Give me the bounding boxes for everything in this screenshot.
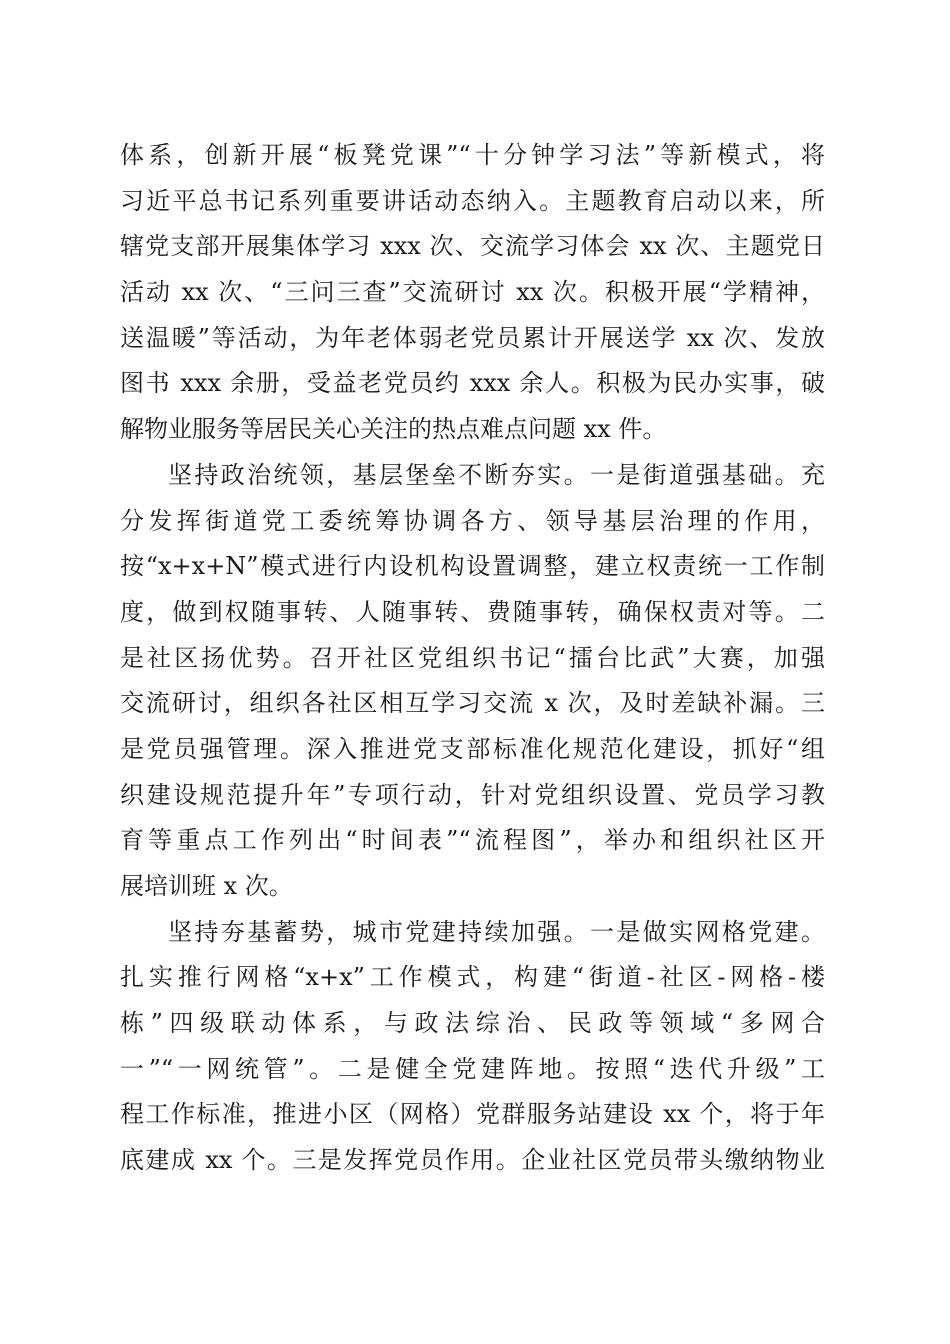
text-line: 解物业服务等居民关心关注的热点难点问题 xx 件。	[120, 415, 667, 444]
text-line: 辖党支部开展集体学习 xxx 次、交流学习体会 xx 次、主题党日	[120, 232, 825, 261]
text-line: 织建设规范提升年”专项行动，针对党组织设置、党员学习教	[120, 780, 825, 809]
text-line: 图书 xxx 余册，受益老党员约 xxx 余人。积极为民办实事，破	[120, 369, 825, 398]
text-line: 一”“一网统管”。二是健全党建阵地。按照“迭代升级”工	[120, 1054, 825, 1083]
text-line: 度，做到权随事转、人随事转、费随事转，确保权责对等。二	[120, 597, 825, 626]
text-line: 活动 xx 次、“三问三查”交流研讨 xx 次。积极开展“学精神，	[120, 278, 825, 307]
text-line: 坚持政治统领，基层堡垒不断夯实。一是街道强基础。充	[168, 460, 825, 489]
paragraph-2	[120, 453, 825, 910]
text-line: 坚持夯基蓄势，城市党建持续加强。一是做实网格党建。	[168, 917, 825, 946]
text-line: 分发挥街道党工委统筹协调各方、领导基层治理的作用，	[120, 506, 825, 535]
document-body	[120, 133, 825, 1184]
text-line: 底建成 xx 个。三是发挥党员作用。企业社区党员带头缴纳物业	[120, 1146, 825, 1175]
text-line: 育等重点工作列出“时间表”“流程图”，举办和组织社区开	[120, 826, 825, 855]
text-line: 送温暖”等活动，为年老体弱老党员累计开展送学 xx 次、发放	[120, 323, 825, 352]
text-line: 交流研讨，组织各社区相互学习交流 x 次，及时差缺补漏。三	[120, 689, 825, 718]
text-line: 体系，创新开展“板凳党课”“十分钟学习法”等新模式，将	[120, 141, 825, 169]
text-line: 按“x+x+N”模式进行内设机构设置调整，建立权责统一工作制	[120, 552, 825, 581]
text-line: 习近平总书记系列重要讲话动态纳入。主题教育启动以来，所	[120, 186, 825, 215]
text-line: 扎实推行网格“x+x”工作模式，构建“街道-社区-网格-楼	[120, 963, 825, 992]
text-line: 是党员强管理。深入推进党支部标准化规范化建设，抓好“组	[120, 734, 825, 763]
text-line: 程工作标准，推进小区（网格）党群服务站建设 xx 个，将于年	[120, 1100, 825, 1129]
paragraph-1	[120, 133, 825, 453]
text-line: 栋”四级联动体系，与政法综治、民政等领域“多网合	[120, 1009, 825, 1038]
paragraph-3	[120, 910, 825, 1184]
text-line: 展培训班 x 次。	[120, 872, 293, 900]
text-line: 是社区扬优势。召开社区党组织书记“擂台比武”大赛，加强	[120, 643, 825, 672]
